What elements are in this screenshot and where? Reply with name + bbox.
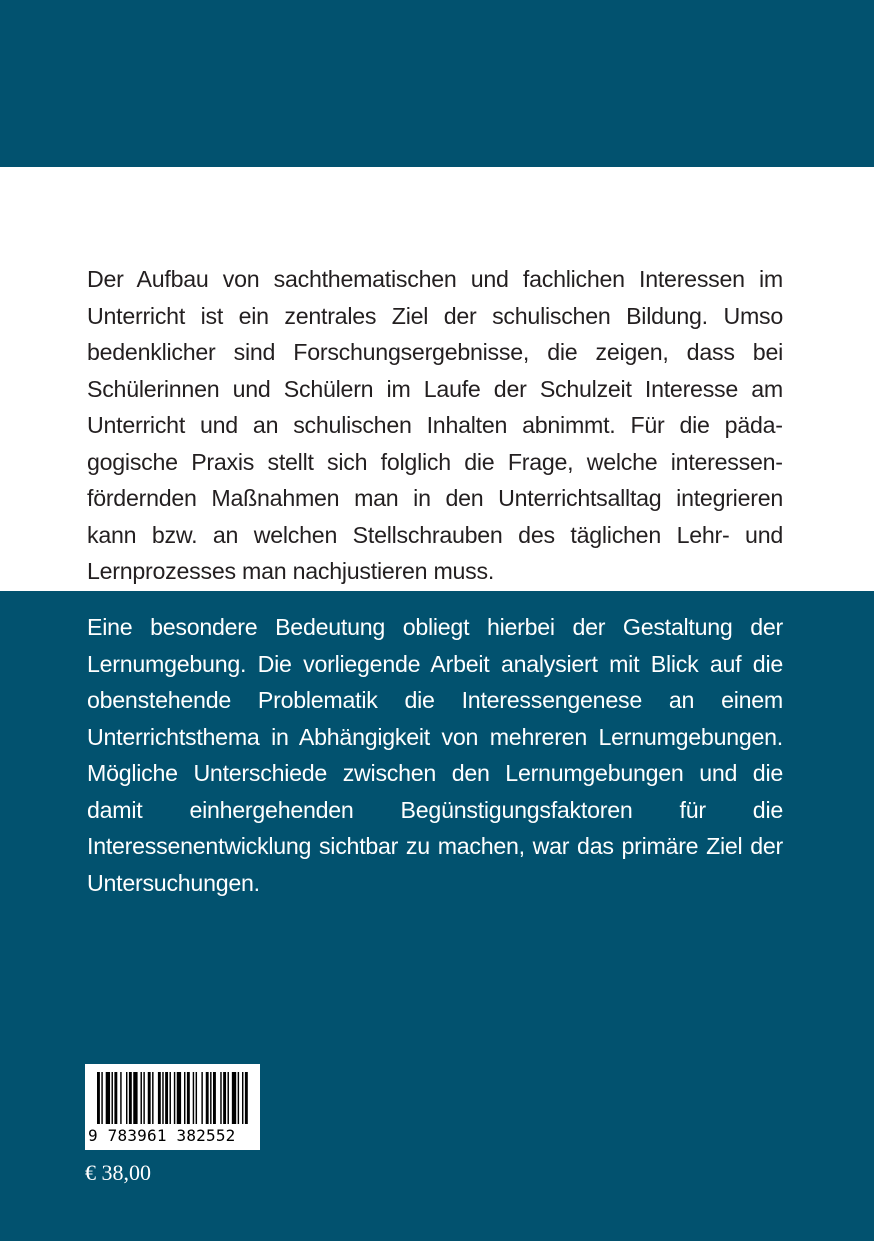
- barcode-bar: [232, 1072, 236, 1124]
- barcode-bar: [143, 1072, 144, 1124]
- barcode-bar: [206, 1072, 209, 1124]
- blurb-paragraph-1: Der Aufbau von sachthematischen und fachlichen Interessen im Unterricht ist ein zentrales Ziel der schulischen Bildung. Umso bedenklicher sind Forschungsergebnisse, die zeigen, dass bei Schülerinnen und Schülern im Laufe der Schulzeit Interesse am Unterricht und an schulischen Inhalten abnimmt. Für die pädagogische Praxis stellt sich folglich die Frage, welche interessenfördernden Maßnahmen man in den Unterrichtsalltag integrieren kann bzw. an welchen Stellschrauben des täglichen Lehr- und Lernprozesses man nachjustieren muss.: [87, 266, 783, 584]
- barcode-bar: [223, 1072, 226, 1124]
- barcode-bar: [220, 1072, 221, 1124]
- barcode-bar: [177, 1072, 181, 1124]
- barcode-bar: [158, 1072, 161, 1124]
- barcode-bar: [213, 1072, 216, 1124]
- barcode-bar: [187, 1072, 190, 1124]
- barcode-bar: [106, 1072, 110, 1124]
- barcode-bar: [152, 1072, 153, 1124]
- barcode-bar: [141, 1072, 142, 1124]
- barcode-bar: [201, 1072, 202, 1124]
- barcode-bar: [101, 1072, 102, 1124]
- barcode-bar: [193, 1072, 194, 1124]
- barcode-digits: 9 783961 382552: [88, 1126, 236, 1145]
- barcode-bar: [120, 1072, 121, 1124]
- price-label: € 38,00: [85, 1160, 151, 1185]
- barcode-bar: [196, 1072, 197, 1124]
- barcode-bar: [97, 1072, 100, 1124]
- barcode-bar: [162, 1072, 163, 1124]
- top-color-band: [0, 0, 874, 167]
- barcode-bar: [242, 1072, 243, 1124]
- barcode-bar: [184, 1072, 185, 1124]
- barcode-bar: [126, 1072, 127, 1124]
- barcode-bar: [170, 1072, 171, 1124]
- barcode-bar: [112, 1072, 113, 1124]
- barcode-bar: [210, 1072, 211, 1124]
- isbn-barcode: [85, 1064, 260, 1150]
- barcode-bar: [148, 1072, 151, 1124]
- barcode-bar: [114, 1072, 117, 1124]
- barcode-bar: [133, 1072, 137, 1124]
- barcode-bar: [238, 1072, 239, 1124]
- barcode-bar: [165, 1072, 168, 1124]
- blurb-paragraph-2: Eine besondere Bedeutung obliegt hierbei der Gestaltung der Lernumgebung. Die vorliegende Arbeit analysiert mit Blick auf die obenstehende Problematik die Interessengenese an einem Unterrichtsthema in Abhängigkeit von mehreren Lernumgebungen. Mögliche Unterschiede zwischen den Lernumgebungen und die damit einhergehenden Begünstigungsfaktoren für die Interessenentwicklung sichtbar zu machen, war das primäre Ziel der Untersuchungen.: [87, 614, 783, 896]
- barcode-bar: [228, 1072, 229, 1124]
- barcode-bar: [174, 1072, 175, 1124]
- barcode-bar: [245, 1072, 248, 1124]
- barcode-bar: [129, 1072, 132, 1124]
